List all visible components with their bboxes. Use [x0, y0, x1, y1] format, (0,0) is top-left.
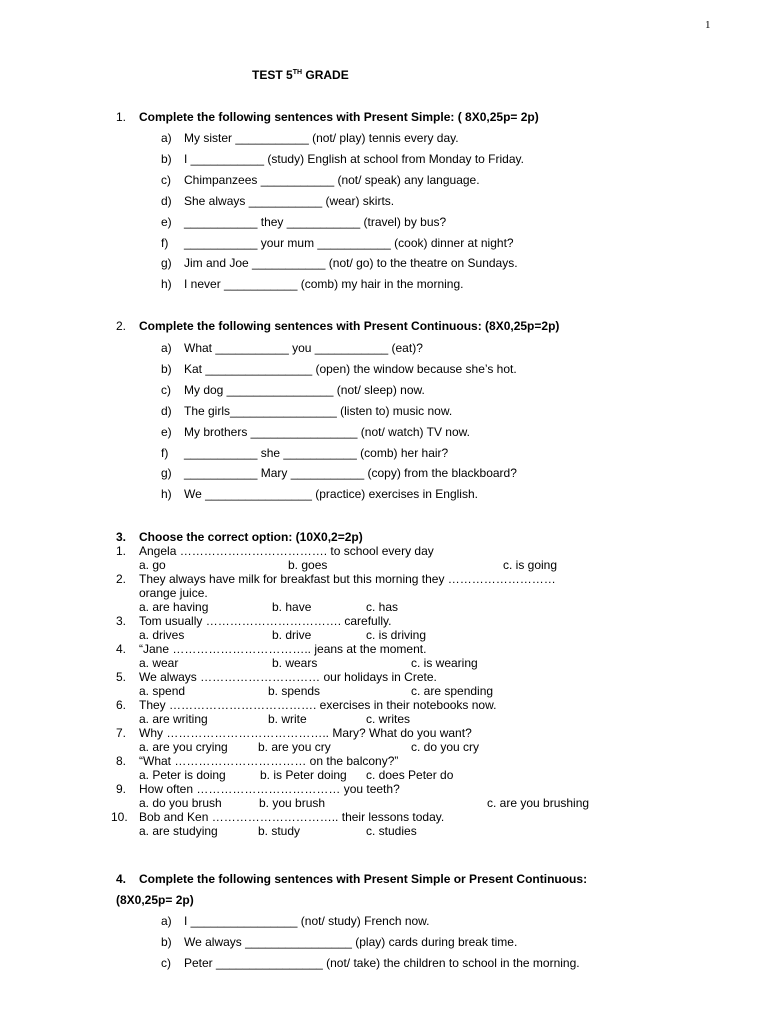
- item-letter: b): [161, 934, 172, 949]
- answer-option: a. are writing: [139, 712, 208, 726]
- answer-option: a. spend: [139, 684, 186, 698]
- item-letter: e): [161, 424, 172, 439]
- answer-option: b. drive: [272, 628, 312, 642]
- item-letter: e): [161, 214, 172, 229]
- item-text: Peter ________________ (not/ take) the children to school in the morning.: [184, 955, 580, 970]
- item-letter: a): [161, 914, 172, 928]
- question-text: “What …………………………… on the balcony?”: [139, 754, 399, 768]
- item-letter: a): [161, 131, 172, 145]
- item-letter: g): [161, 256, 172, 271]
- answer-option: b. spends: [268, 684, 321, 698]
- title-rest: GRADE: [302, 68, 349, 82]
- answer-option: a. do you brush: [139, 796, 222, 810]
- item-letter: b): [161, 151, 172, 166]
- question-text: Bob and Ken ………………………….. their lessons today.: [139, 810, 445, 824]
- answer-option: c. is wearing: [411, 656, 478, 670]
- answer-option: c. writes: [366, 712, 411, 726]
- answer-option: b. write: [268, 712, 307, 726]
- question-text: We always ………………………… our holidays in Crete.: [139, 670, 437, 684]
- item-text: Jim and Joe ___________ (not/ go) to the theatre on Sundays.: [184, 256, 518, 271]
- item-letter: d): [161, 403, 172, 418]
- answer-option: c. does Peter do: [366, 768, 454, 782]
- question-text: Tom usually ……………………………. carefully.: [139, 614, 392, 628]
- section2-heading: Complete the following sentences with Present Continuous: (8X0,25p=2p): [139, 319, 560, 333]
- answer-option: a. are studying: [139, 824, 218, 838]
- item-text: Kat ________________ (open) the window because she’s hot.: [184, 361, 517, 376]
- item-text: My brothers ________________ (not/ watch) TV now.: [184, 424, 470, 439]
- answer-option: a. are having: [139, 600, 209, 614]
- section2-number: 2.: [116, 319, 127, 333]
- title-sup: TH: [292, 69, 303, 76]
- answer-option: a. go: [139, 558, 166, 572]
- question-text-cont: orange juice.: [139, 586, 208, 600]
- answer-option: b. have: [272, 600, 312, 614]
- item-letter: c): [161, 382, 171, 397]
- answer-option: c. do you cry: [411, 740, 480, 754]
- item-letter: h): [161, 277, 172, 292]
- question-text: Angela ………………………………. to school every day: [139, 544, 434, 558]
- question-text: They ………………………………. exercises in their notebooks now.: [139, 698, 497, 712]
- question-text: They always have milk for breakfast but this morning they ………………………: [139, 572, 556, 586]
- answer-option: b. wears: [272, 656, 318, 670]
- answer-option: b. are you cry: [258, 740, 331, 754]
- question-number: 7.: [116, 726, 127, 740]
- item-text: I ________________ (not/ study) French now.: [184, 914, 430, 928]
- item-letter: d): [161, 193, 172, 208]
- answer-option: c. is going: [503, 558, 558, 572]
- item-letter: g): [161, 466, 172, 481]
- item-text: Chimpanzees ___________ (not/ speak) any language.: [184, 172, 480, 187]
- section4-heading-cont: (8X0,25p= 2p): [116, 893, 194, 907]
- item-text: I ___________ (study) English at school from Monday to Friday.: [184, 151, 524, 166]
- section4-heading: Complete the following sentences with Present Simple or Present Continuous:: [139, 872, 588, 886]
- answer-option: c. studies: [366, 824, 417, 838]
- answer-option: b. you brush: [259, 796, 326, 810]
- item-text: My dog ________________ (not/ sleep) now.: [184, 382, 425, 397]
- answer-option: a. Peter is doing: [139, 768, 226, 782]
- section4-number: 4.: [116, 872, 127, 886]
- item-text: ___________ your mum ___________ (cook) dinner at night?: [184, 235, 514, 250]
- title-main: TEST 5: [252, 68, 293, 82]
- section1-number: 1.: [116, 110, 127, 124]
- item-text: We always ________________ (play) cards during break time.: [184, 934, 518, 949]
- item-letter: f): [161, 445, 169, 460]
- answer-option: c. is driving: [366, 628, 427, 642]
- question-text: Why ………………………………….. Mary? What do you want?: [139, 726, 472, 740]
- item-letter: f): [161, 235, 169, 250]
- answer-option: b. is Peter doing: [260, 768, 347, 782]
- section1-heading: Complete the following sentences with Present Simple: ( 8X0,25p= 2p): [139, 110, 539, 124]
- page-title: [252, 68, 349, 82]
- item-letter: a): [161, 341, 172, 355]
- question-number: 9.: [116, 782, 127, 796]
- page-number: 1: [705, 19, 711, 31]
- question-number: 5.: [116, 670, 127, 684]
- item-text: ___________ they ___________ (travel) by bus?: [184, 214, 447, 229]
- answer-option: c. are spending: [411, 684, 494, 698]
- question-number: 2.: [116, 572, 127, 586]
- answer-option: a. drives: [139, 628, 185, 642]
- item-letter: h): [161, 487, 172, 502]
- answer-option: b. study: [258, 824, 301, 838]
- item-text: She always ___________ (wear) skirts.: [184, 193, 395, 208]
- question-text: “Jane …………………………….. jeans at the moment.: [139, 642, 427, 656]
- answer-option: c. are you brushing: [487, 796, 590, 810]
- section3-number: 3.: [116, 530, 127, 544]
- item-text: I never ___________ (comb) my hair in the morning.: [184, 277, 464, 292]
- item-text: We ________________ (practice) exercises in English.: [184, 487, 478, 502]
- item-text: What ___________ you ___________ (eat)?: [184, 341, 423, 355]
- section3-heading: Choose the correct option: (10X0,2=2p): [139, 530, 363, 544]
- question-number: 1.: [116, 544, 127, 558]
- item-letter: c): [161, 172, 171, 187]
- question-number: 6.: [116, 698, 127, 712]
- item-text: ___________ Mary ___________ (copy) from the blackboard?: [184, 466, 517, 481]
- question-number: 8.: [116, 754, 127, 768]
- question-text: How often ……………………………… you teeth?: [139, 782, 400, 796]
- question-number: 3.: [116, 614, 127, 628]
- answer-option: a. are you crying: [139, 740, 228, 754]
- answer-option: c. has: [366, 600, 399, 614]
- item-letter: b): [161, 361, 172, 376]
- item-text: The girls________________ (listen to) music now.: [184, 403, 453, 418]
- item-text: My sister ___________ (not/ play) tennis every day.: [184, 131, 459, 145]
- answer-option: a. wear: [139, 656, 179, 670]
- question-number: 10.: [111, 810, 128, 824]
- item-letter: c): [161, 955, 171, 970]
- answer-option: b. goes: [288, 558, 328, 572]
- question-number: 4.: [116, 642, 127, 656]
- item-text: ___________ she ___________ (comb) her hair?: [184, 445, 449, 460]
